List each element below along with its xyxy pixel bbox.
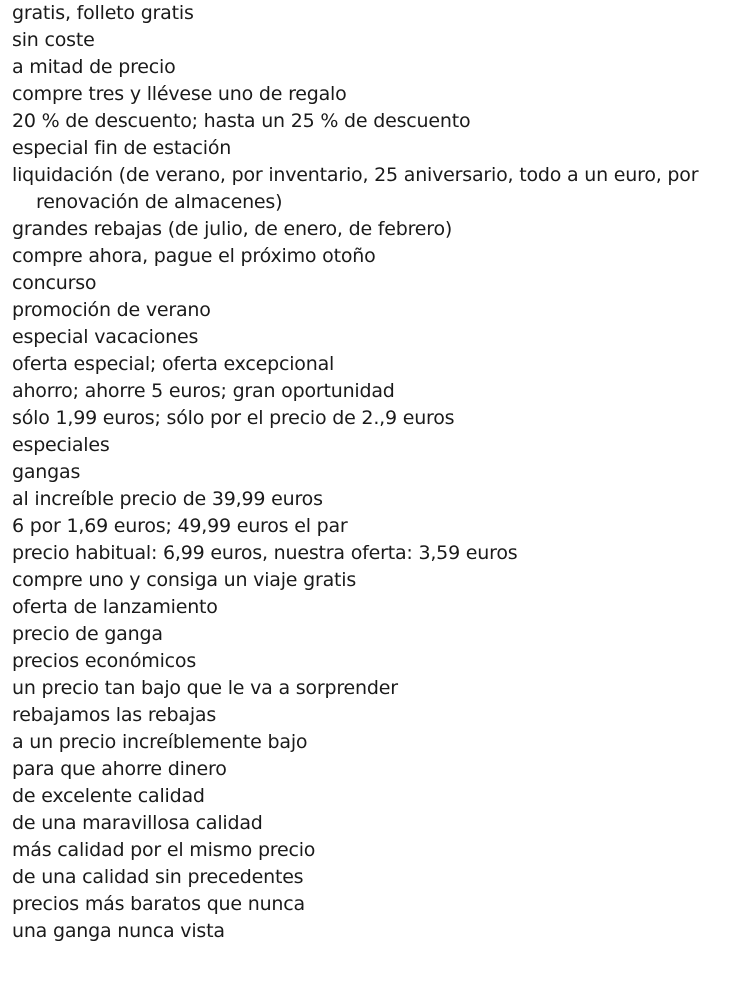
phrase-item: compre uno y consiga un viaje gratis	[12, 569, 357, 591]
phrase-item: liquidación (de verano, por inventario, 25 aniversario, todo a un euro, por renovación de almacenes)	[12, 164, 699, 213]
phrase-item: precio de ganga	[12, 623, 163, 645]
phrase-item: ahorro; ahorre 5 euros; gran oportunidad	[12, 380, 395, 402]
phrase-item: 20 % de descuento; hasta un 25 % de descuento	[12, 110, 471, 132]
phrase-item: grandes rebajas (de julio, de enero, de febrero)	[12, 218, 453, 240]
phrase-item: a un precio increíblemente bajo	[12, 731, 308, 753]
phrase-item: al increíble precio de 39,99 euros	[12, 488, 323, 510]
phrase-item: más calidad por el mismo precio	[12, 839, 316, 861]
phrase-item: sólo 1,99 euros; sólo por el precio de 2.,9 euros	[12, 407, 455, 429]
phrase-item: gratis, folleto gratis	[12, 2, 194, 24]
phrase-item: de una calidad sin precedentes	[12, 866, 304, 888]
phrase-list	[12, 0, 738, 945]
phrase-item: especial vacaciones	[12, 326, 199, 348]
phrase-item: compre tres y llévese uno de regalo	[12, 83, 347, 105]
phrase-item: precios económicos	[12, 650, 197, 672]
phrase-item: compre ahora, pague el próximo otoño	[12, 245, 376, 267]
phrase-item: concurso	[12, 272, 97, 294]
phrase-item: especiales	[12, 434, 110, 456]
phrase-item: de una maravillosa calidad	[12, 812, 263, 834]
phrase-item: un precio tan bajo que le va a sorprender	[12, 677, 398, 699]
phrase-item: oferta de lanzamiento	[12, 596, 218, 618]
phrase-item: una ganga nunca vista	[12, 920, 225, 942]
phrase-item: gangas	[12, 461, 81, 483]
phrase-item: a mitad de precio	[12, 56, 176, 78]
phrase-item: de excelente calidad	[12, 785, 205, 807]
phrase-item: precio habitual: 6,99 euros, nuestra oferta: 3,59 euros	[12, 542, 518, 564]
phrase-item: rebajamos las rebajas	[12, 704, 217, 726]
phrase-item: promoción de verano	[12, 299, 211, 321]
phrase-item: especial fin de estación	[12, 137, 232, 159]
phrase-item: precios más baratos que nunca	[12, 893, 305, 915]
phrase-item: oferta especial; oferta excepcional	[12, 353, 335, 375]
phrase-item: para que ahorre dinero	[12, 758, 227, 780]
phrase-item: 6 por 1,69 euros; 49,99 euros el par	[12, 515, 348, 537]
phrase-item: sin coste	[12, 29, 95, 51]
